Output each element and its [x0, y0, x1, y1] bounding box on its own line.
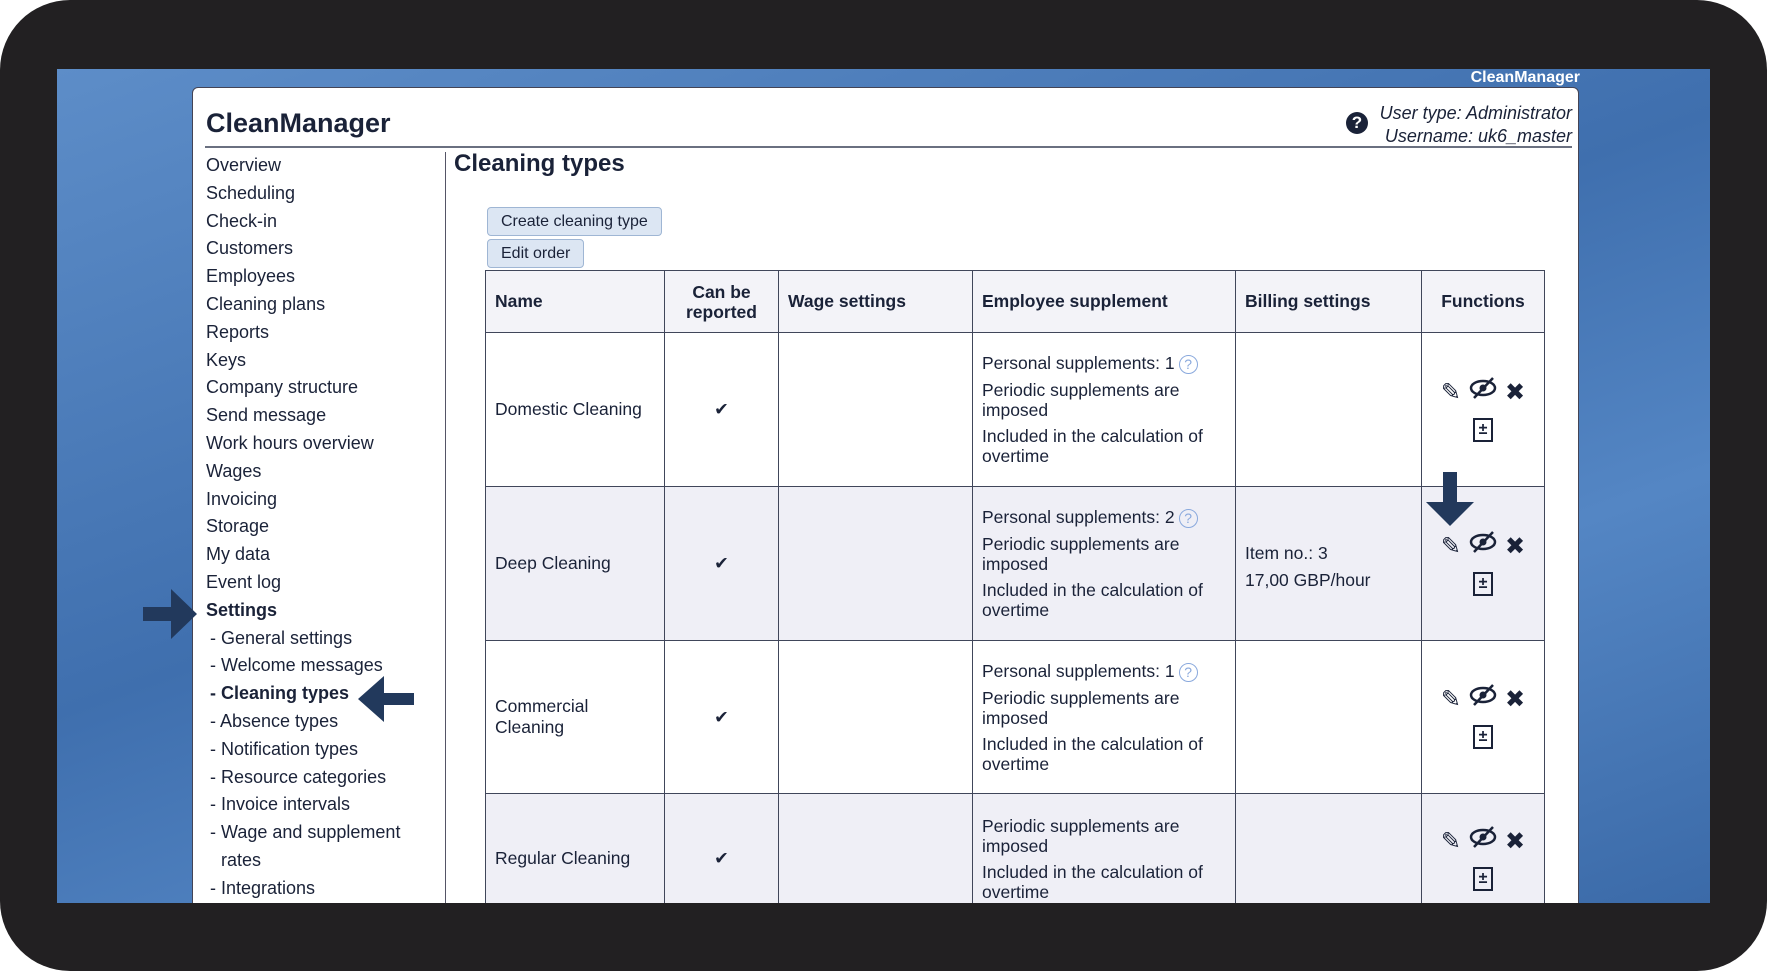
sidebar-item[interactable]: Wages [206, 460, 262, 481]
sidebar-divider [445, 152, 446, 903]
table-row [486, 794, 1545, 904]
username: Username: uk6_master [1384, 126, 1572, 146]
billing-cell [1236, 641, 1422, 794]
sidebar-subitem[interactable]: - Integrations [210, 877, 316, 898]
arrow-right-icon [143, 589, 199, 639]
periodic-supplements: Periodic supplements are imposed [982, 687, 1180, 728]
functions-cell [1422, 794, 1545, 904]
arrow-left-icon [358, 676, 414, 722]
sidebar-subitem[interactable]: - Notification types [210, 738, 359, 759]
supplement-cell [973, 487, 1236, 641]
sidebar-subitem[interactable]: - General settings [210, 627, 353, 648]
functions-cell [1422, 641, 1545, 794]
column-header: Can be reported [665, 271, 779, 333]
sidebar-item[interactable]: Settings [206, 599, 278, 620]
sidebar-item[interactable]: Cleaning plans [206, 293, 326, 314]
cleaning-types-table [485, 270, 1545, 903]
edit-icon[interactable]: ✎ [1440, 686, 1461, 713]
item-no: Item no.: 3 [1245, 542, 1328, 563]
sidebar-subitem[interactable]: rates [221, 849, 262, 870]
reported-check-icon: ✔ [665, 641, 779, 794]
info-icon[interactable]: ? [1179, 355, 1198, 374]
hide-icon[interactable] [1469, 683, 1497, 717]
billing-cell [1236, 487, 1422, 641]
sidebar-subitem[interactable]: - Resource categories [210, 766, 387, 787]
supplement-count: Personal supplements: 1 [982, 353, 1175, 373]
sidebar [206, 152, 446, 903]
column-header: Employee supplement [973, 271, 1236, 333]
plus-minus-icon[interactable]: ± [1473, 572, 1493, 596]
sidebar-subitem[interactable]: - Invoice intervals [210, 794, 351, 815]
sidebar-item[interactable]: Send message [206, 405, 327, 426]
supplement-count: Personal supplements: 1 [982, 660, 1175, 681]
hide-icon[interactable] [1469, 825, 1497, 859]
app-title: CleanManager [206, 108, 391, 138]
delete-icon[interactable]: ✖ [1505, 532, 1526, 560]
hide-icon[interactable] [1469, 376, 1497, 410]
sidebar-subitem[interactable]: - Wage and supplement [210, 822, 401, 843]
price: 17,00 GBP/hour [1245, 569, 1371, 590]
delete-icon[interactable]: ✖ [1505, 827, 1526, 855]
edit-order-button[interactable]: Edit order [487, 239, 584, 268]
sidebar-item[interactable]: Reports [206, 321, 270, 342]
sidebar-item[interactable]: My data [206, 544, 271, 565]
name-cell: Commercial Cleaning [486, 641, 665, 794]
overtime-note: Included in the calculation of overtime [982, 733, 1203, 774]
column-header: Billing settings [1236, 271, 1422, 333]
table-row [486, 333, 1545, 487]
supplement-count: Personal supplements: 2 [982, 507, 1175, 527]
sidebar-subitem[interactable]: - Cleaning types [210, 683, 350, 704]
wage-cell [779, 333, 973, 487]
reported-check-icon: ✔ [665, 487, 779, 641]
supplement-cell [973, 333, 1236, 487]
wage-cell [779, 487, 973, 641]
sidebar-item[interactable]: Customers [206, 238, 294, 259]
sidebar-item[interactable]: Check-in [206, 210, 278, 231]
user-type: User type: Administrator [1379, 103, 1572, 123]
arrow-down-icon [1426, 472, 1474, 526]
sidebar-item[interactable]: Scheduling [206, 182, 296, 203]
delete-icon[interactable]: ✖ [1505, 686, 1526, 713]
overtime-note: Included in the calculation of overtime [982, 580, 1203, 620]
user-info [1380, 102, 1572, 148]
plus-minus-icon[interactable]: ± [1473, 867, 1493, 891]
name-cell: Regular Cleaning [486, 794, 665, 904]
delete-icon[interactable]: ✖ [1505, 378, 1526, 406]
periodic-supplements: Periodic supplements are imposed [982, 534, 1180, 574]
sidebar-item[interactable]: Event log [206, 571, 282, 592]
sidebar-item[interactable]: Work hours overview [206, 432, 374, 453]
info-icon[interactable]: ? [1179, 509, 1198, 528]
header-divider [205, 146, 1572, 148]
overtime-note: Included in the calculation of overtime [982, 861, 1203, 902]
sidebar-item[interactable]: Invoicing [206, 488, 278, 509]
screen [57, 69, 1710, 903]
info-icon[interactable]: ? [1179, 663, 1198, 682]
name-cell: Domestic Cleaning [486, 333, 665, 487]
edit-icon[interactable]: ✎ [1440, 378, 1461, 406]
create-cleaning-type-button[interactable]: Create cleaning type [487, 207, 662, 236]
plus-minus-icon[interactable]: ± [1473, 725, 1493, 749]
edit-icon[interactable]: ✎ [1440, 532, 1461, 560]
sidebar-subitem[interactable]: - Absence types [210, 710, 339, 731]
functions-cell [1422, 333, 1545, 487]
sidebar-item[interactable]: Employees [206, 266, 296, 287]
billing-cell [1236, 333, 1422, 487]
sidebar-item[interactable]: Company structure [206, 377, 359, 398]
supplement-cell [973, 641, 1236, 794]
reported-check-icon: ✔ [665, 794, 779, 904]
sidebar-item[interactable]: Keys [206, 349, 247, 370]
wage-cell [779, 794, 973, 904]
sidebar-item[interactable]: Overview [206, 155, 282, 175]
overtime-note: Included in the calculation of overtime [982, 426, 1203, 466]
table-row [486, 641, 1545, 794]
plus-minus-icon[interactable]: ± [1473, 418, 1493, 442]
app-panel [192, 87, 1579, 903]
reported-check-icon: ✔ [665, 333, 779, 487]
periodic-supplements: Periodic supplements are imposed [982, 815, 1180, 856]
sidebar-item[interactable]: Storage [206, 516, 270, 537]
billing-cell [1236, 794, 1422, 904]
table-row [486, 487, 1545, 641]
edit-icon[interactable]: ✎ [1440, 827, 1461, 855]
name-cell: Deep Cleaning [486, 487, 665, 641]
column-header: Name [486, 271, 665, 333]
help-icon[interactable]: ? [1346, 112, 1368, 134]
hide-icon[interactable] [1469, 530, 1497, 564]
column-header: Wage settings [779, 271, 973, 333]
window-label: CleanManager [1470, 69, 1580, 86]
page-title: Cleaning types [454, 150, 625, 177]
column-header: Functions [1422, 271, 1545, 333]
wage-cell [779, 641, 973, 794]
supplement-cell [973, 794, 1236, 904]
sidebar-subitem[interactable]: - Welcome messages [210, 655, 383, 676]
periodic-supplements: Periodic supplements are imposed [982, 380, 1180, 420]
